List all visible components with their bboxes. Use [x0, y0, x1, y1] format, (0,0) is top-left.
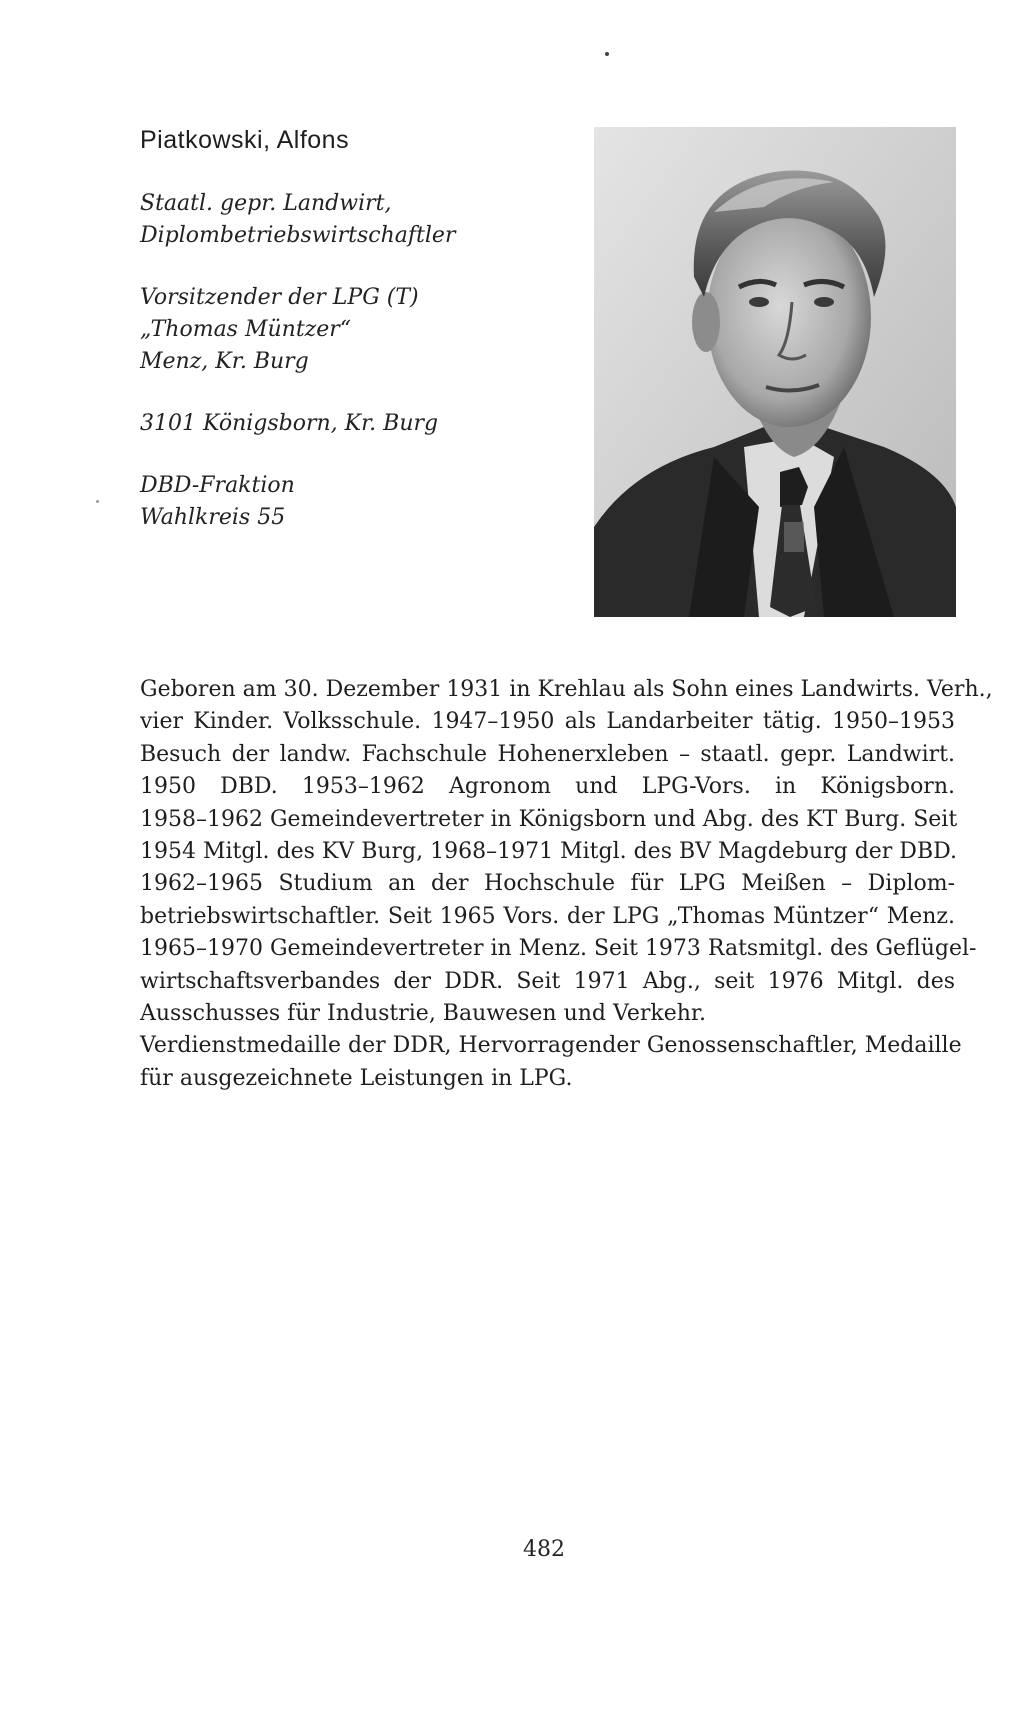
- biography: [140, 674, 993, 1095]
- biography-line: 1950 DBD. 1953–1962 Agronom und LPG-Vors. in Königsborn.: [140, 774, 955, 800]
- biography-line: 1958–1962 Gemeindevertreter in Königsborn und Abg. des KT Burg. Seit: [140, 806, 958, 832]
- entry-details: [140, 188, 570, 564]
- position-line: Vorsitzender der LPG (T): [140, 285, 419, 310]
- biography-line: Geboren am 30. Dezember 1931 in Krehlau als Sohn eines Landwirts. Verh.,: [140, 677, 993, 702]
- profession: [140, 188, 570, 252]
- biography-line: 1954 Mitgl. des KV Burg, 1968–1971 Mitgl. des BV Magdeburg der DBD.: [140, 839, 957, 865]
- faction-line: Wahlkreis 55: [140, 505, 286, 530]
- biography-line: 1965–1970 Gemeindevertreter in Menz. Seit 1973 Ratsmitgl. des Geflügel-: [140, 936, 977, 962]
- position: [140, 282, 570, 378]
- position-line: Menz, Kr. Burg: [140, 349, 309, 374]
- faction: [140, 470, 570, 534]
- print-speck: [96, 500, 99, 503]
- biography-line: Besuch der landw. Fachschule Hohenerxleben – staatl. gepr. Landwirt.: [140, 741, 955, 767]
- faction-line: DBD-Fraktion: [140, 473, 295, 498]
- biography-line: Ausschusses für Industrie, Bauwesen und Verkehr.: [140, 1001, 707, 1027]
- portrait-photo: [594, 127, 956, 617]
- portrait-illustration: [594, 127, 956, 617]
- entry-name: Piatkowski, Alfons: [140, 126, 350, 154]
- biography-line: betriebswirtschaftler. Seit 1965 Vors. der LPG „Thomas Müntzer“ Menz.: [140, 903, 955, 929]
- position-line: „Thomas Müntzer“: [140, 317, 352, 342]
- biography-line: Verdienstmedaille der DDR, Hervorragender Genossenschaftler, Medaille: [140, 1033, 962, 1059]
- print-speck: [605, 52, 609, 56]
- biography-line: 1962–1965 Studium an der Hochschule für LPG Meißen – Diplom-: [140, 871, 955, 897]
- biography-line: wirtschaftsverbandes der DDR. Seit 1971 Abg., seit 1976 Mitgl. des: [140, 968, 955, 994]
- profession-line: Staatl. gepr. Landwirt,: [140, 191, 392, 216]
- page-number: 482: [523, 1537, 565, 1562]
- profession-line: Diplombetriebswirtschaftler: [140, 223, 456, 248]
- address: [140, 408, 570, 440]
- address-line: 3101 Königsborn, Kr. Burg: [140, 411, 439, 436]
- biography-line: für ausgezeichnete Leistungen in LPG.: [140, 1065, 573, 1091]
- biography-line: vier Kinder. Volksschule. 1947–1950 als Landarbeiter tätig. 1950–1953: [140, 709, 955, 735]
